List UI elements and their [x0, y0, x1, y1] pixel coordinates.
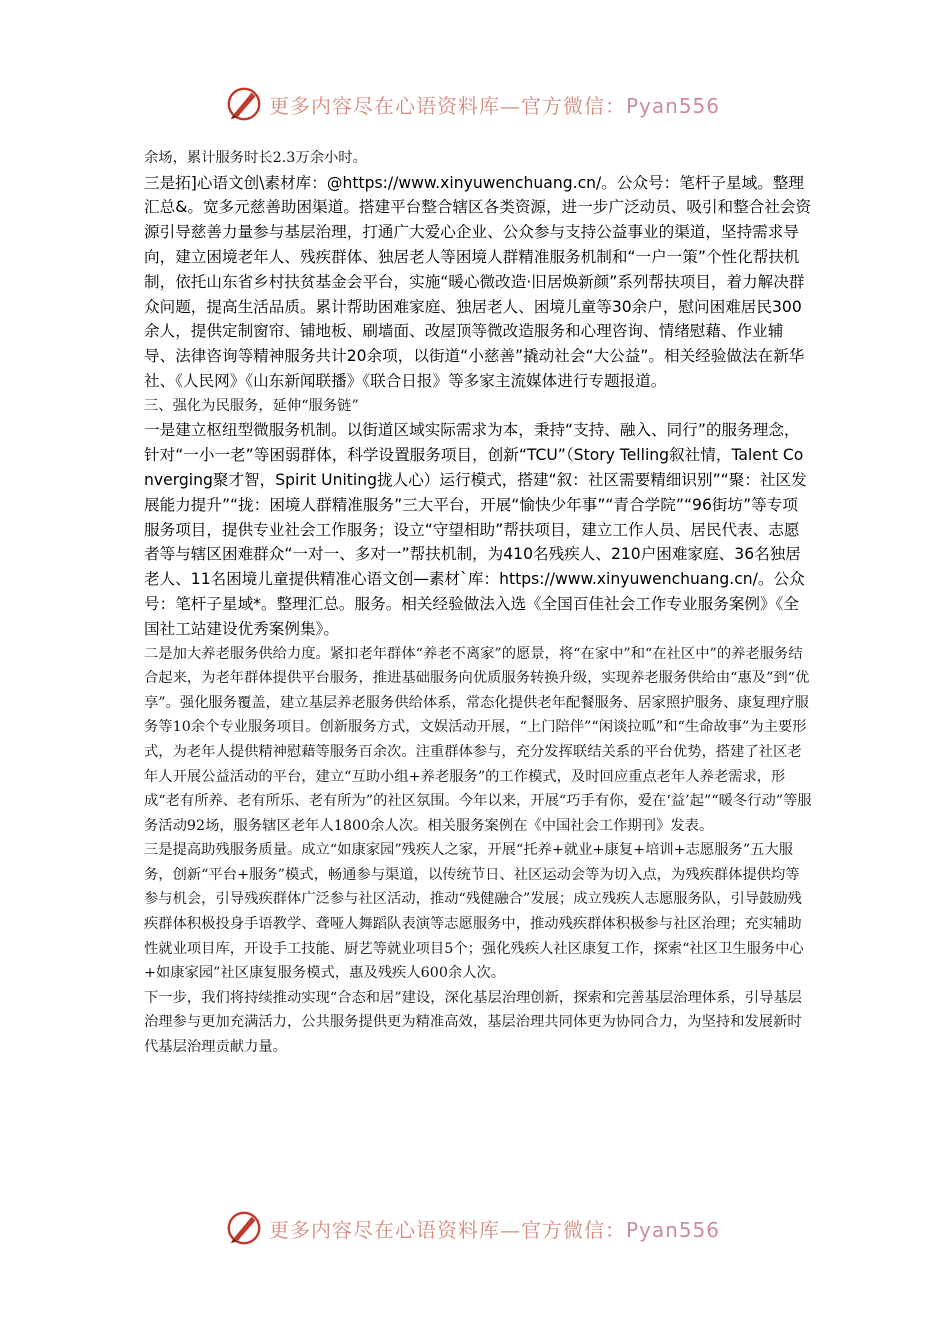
paragraph-continuation: 余场，累计服务时长2.3万余小时。: [144, 150, 367, 166]
pen-logo-icon: [225, 1209, 263, 1247]
wechat-id: Pyan556: [626, 93, 721, 118]
section-heading-service-chain: 三、强化为民服务，延伸“服务链”: [144, 397, 359, 414]
paragraph-elderly-care: 二是加大养老服务供给力度。紧扣老年群体“养老不离家”的愿景，将“在家中”和“在社区中”的养老服务结合起来，为老年群体提供平台服务，推进基础服务向优质服务转换升级，实现养老服务供给由“惠及”到“优享”。强化服务覆盖，建立基层养老服务供给体系，常态化提供老年配餐服务、居家照护服务、康复理疗服务等10余个专业服务项目。创新服务方式，文娱活动开展，“上门陪伴”“闲谈拉呱”和“生命故事”为主要形式，为老年人提供精神慰藉等服务百余次。注重群体参与，充分发挥联结关系的平台优势，搭建了社区老年人开展公益活动的平台，建立“互助小组+养老服务”的工作模式，及时回应重点老年人养老需求，形成“老有所养、老有所乐、老有所为”的社区氛围。今年以来，开展“巧手有你，爱在‘益’起”“暖冬行动”等服务活动92场，服务辖区老年人1800余人次。相关服务案例在《中国社会工作期刊》发表。: [144, 645, 812, 834]
paragraph-next-steps: 下一步，我们将持续推动实现“合态和居”建设，深化基层治理创新，探索和完善基层治理体系，引导基层治理参与更加充满活力，公共服务提供更为精准高效，基层治理共同体更为协同合力，为坚持和发展新时代基层治理贡献力量。: [144, 989, 802, 1056]
header-watermark: [225, 84, 745, 124]
paragraph-disability-services: 三是提高助残服务质量。成立“如康家园”残疾人之家，开展“托养+就业+康复+培训+志愿服务”五大服务，创新“平台+服务”模式，畅通参与渠道，以传统节日、社区运动会等为切入点，为残疾群体提供均等参与机会，引导残疾群体广泛参与社区活动，推动“残健融合”发展；成立残疾人志愿服务队，引导鼓励残疾群体积极投身手语教学、聋哑人舞蹈队表演等志愿服务中，推动残疾群体积极参与社区治理；充实辅助性就业项目库，开设手工技能、厨艺等就业项目5个；强化残疾人社区康复工作，探索“社区卫生服务中心+如康家园”社区康复服务模式，惠及残疾人600余人次。: [144, 842, 804, 982]
paragraph-micro-service-mechanism: 一是建立枢纽型微服务机制。以街道区域实际需求为本，秉持“支持、融入、同行”的服务理念，针对“一小一老”等困弱群体，科学设置服务项目，创新“TCU”（Story Telling叙社情，Talent Converging聚才智，Spirit Uniting拢人心）运行模式，搭建“叙：社区需要精细识别”“聚：社区发展能力提升”“拢：困境人群精准服务”三大平台，开展“愉快少年事”“青合学院”“96街坊”等专项服务项目，提供专业社会工作服务；设立“守望相助”帮扶项目，建立工作人员、居民代表、志愿者等与辖区困难群众“一对一、多对一”帮扶机制，为410名残疾人、210户困难家庭、36名独居老人、11名困境儿童提供精准心语文创—素材`库：https://www.xinyuwenchuang.cn/。公众号：笔杆子星域*。整理汇总。服务。相关经验做法入选《全国百佳社会工作专业服务案例》《全国社工站建设优秀案例集》。: [144, 421, 807, 638]
wechat-id: Pyan556: [626, 1217, 721, 1242]
footer-watermark: [225, 1208, 745, 1248]
watermark-text: 更多内容尽在心语资料库—官方微信：Pyan556: [269, 93, 721, 118]
document-body: [144, 146, 812, 1060]
pen-logo-icon: [225, 85, 263, 123]
watermark-text: 更多内容尽在心语资料库—官方微信：Pyan556: [269, 1217, 721, 1242]
paragraph-charity-channels: 三是拓]心语文创\素材库：@https://www.xinyuwenchuang.cn/。公众号：笔杆子星域。整理汇总&。宽多元慈善助困渠道。搭建平台整合辖区各类资源，进一步广泛动员、吸引和整合社会资源引导慈善力量参与基层治理，打通广大爱心企业、公众参与支持公益事业的渠道，坚持需求导向，建立困境老年人、残疾群体、独居老人等困境人群精准服务机制和“一户一策”个性化帮扶机制，依托山东省乡村扶贫基金会平台，实施“暖心微改造·旧居焕新颜”系列帮扶项目，着力解决群众问题，提高生活品质。累计帮助困难家庭、独居老人、困境儿童等30余户，慰问困难居民300余人，提供定制窗帘、铺地板、刷墙面、改屋顶等微改造服务和心理咨询、情绪慰藉、作业辅导、法律咨询等精神服务共计20余项，以街道“小慈善”撬动社会“大公益”。相关经验做法在新华社、《人民网》《山东新闻联播》《联合日报》等多家主流媒体进行专题报道。: [144, 173, 812, 390]
